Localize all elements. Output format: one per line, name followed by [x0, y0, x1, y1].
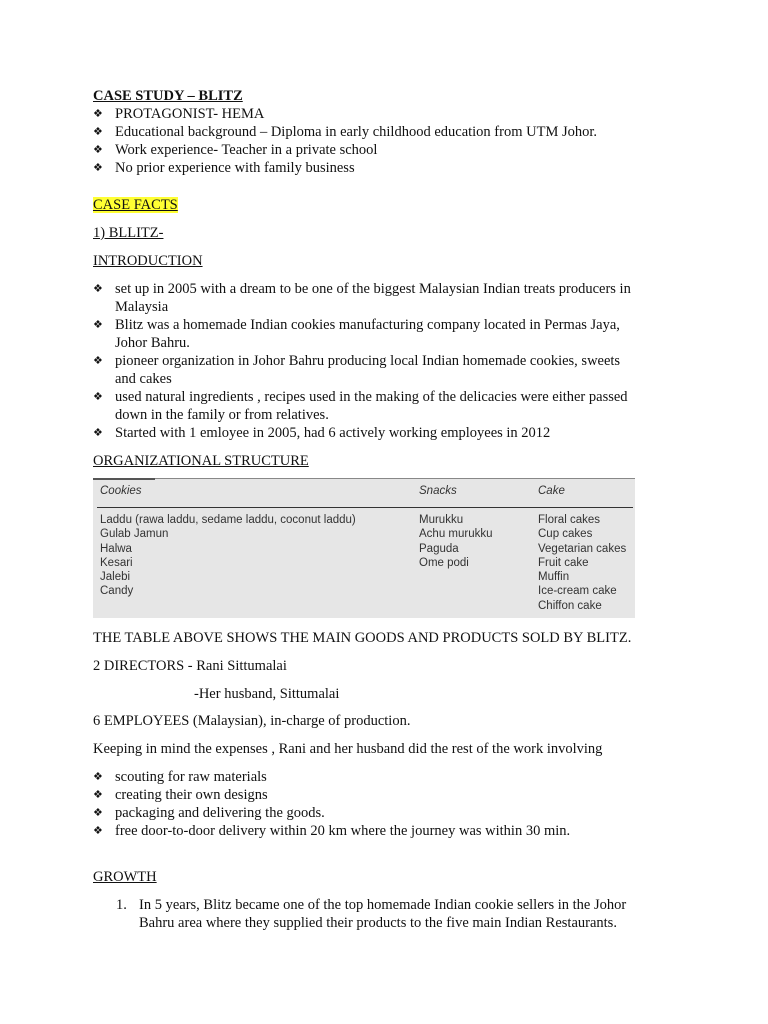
list-item: set up in 2005 with a dream to be one of the biggest Malaysian Indian treats producers in	[115, 281, 631, 297]
bullet-icon: ❖	[93, 825, 103, 837]
bullet-icon: ❖	[93, 355, 103, 367]
list-item: Started with 1 emloyee in 2005, had 6 actively working employees in 2012	[115, 425, 551, 441]
table-cell: Vegetarian cakes	[538, 542, 627, 555]
table-cell: Candy	[100, 585, 134, 598]
bullet-icon: ❖	[93, 126, 103, 138]
bullet-icon: ❖	[93, 807, 103, 819]
bullet-icon: ❖	[93, 789, 103, 801]
list-item-continued: down in the family or from relatives.	[115, 407, 329, 423]
table-cell: Laddu (rawa laddu, sedame laddu, coconut laddu)	[100, 514, 356, 526]
list-item: pioneer organization in Johor Bahru producing local Indian homemade cookies, sweets	[115, 353, 621, 369]
case-facts-heading	[93, 196, 178, 214]
cookies-column	[100, 513, 356, 599]
table-cell: Gulab Jamun	[100, 528, 169, 541]
org-structure-heading: ORGANIZATIONAL STRUCTURE	[93, 453, 309, 469]
list-item: used natural ingredients , recipes used in the making of the delicacies were either passed	[115, 389, 628, 405]
bullet-icon: ❖	[93, 319, 103, 331]
table-cell: Floral cakes	[538, 514, 600, 526]
table-header-snacks: Snacks	[419, 485, 457, 497]
list-item-continued: Johor Bahru.	[115, 335, 190, 351]
employees-line: 6 EMPLOYEES (Malaysian), in-charge of production.	[93, 713, 411, 729]
bullet-icon: ❖	[93, 108, 103, 120]
expenses-line: Keeping in mind the expenses , Rani and her husband did the rest of the work involving	[93, 741, 603, 757]
list-item: creating their own designs	[115, 787, 268, 803]
bullet-icon: ❖	[93, 427, 103, 439]
case-study-title: CASE STUDY – BLITZ	[93, 88, 243, 104]
growth-item-number: 1.	[116, 897, 127, 913]
table-cell: Jalebi	[100, 571, 131, 584]
cake-column	[538, 513, 626, 613]
table-cell: Kesari	[100, 556, 133, 569]
list-item-continued: Malaysia	[115, 299, 169, 315]
list-item: packaging and delivering the goods.	[115, 805, 325, 821]
table-cell: Ome podi	[419, 556, 469, 569]
table-cell: Cup cakes	[538, 528, 593, 541]
list-item: No prior experience with family business	[115, 160, 355, 176]
table-cell: Halwa	[100, 542, 132, 555]
growth-item-line-continued: Bahru area where they supplied their products to the five main Indian Restaurants.	[139, 915, 617, 931]
table-cell: Ice-cream cake	[538, 585, 617, 598]
products-table	[93, 478, 635, 618]
snacks-column	[419, 513, 493, 570]
table-cell: Murukku	[419, 514, 464, 526]
table-cell: Achu murukku	[419, 528, 493, 541]
table-cell: Chiffon cake	[538, 599, 602, 612]
bullet-icon: ❖	[93, 144, 103, 156]
growth-heading: GROWTH	[93, 869, 157, 885]
husband-line: -Her husband, Sittumalai	[194, 686, 340, 702]
list-item: Educational background – Diploma in early childhood education from UTM Johor.	[115, 124, 598, 140]
table-header-cake: Cake	[538, 485, 565, 497]
table-top-accent	[93, 478, 155, 480]
table-header-cookies: Cookies	[100, 485, 142, 497]
table-cell: Muffin	[538, 571, 570, 584]
list-item: scouting for raw materials	[115, 769, 267, 785]
case-facts-highlight: CASE FACTS	[93, 197, 178, 213]
bullet-icon: ❖	[93, 391, 103, 403]
table-cell: Fruit cake	[538, 556, 589, 569]
bullet-icon: ❖	[93, 162, 103, 174]
list-item-continued: and cakes	[115, 371, 172, 387]
table-header-rule	[97, 507, 633, 508]
table-caption: THE TABLE ABOVE SHOWS THE MAIN GOODS AND PRODUCTS SOLD BY BLITZ.	[93, 630, 632, 646]
list-item: Blitz was a homemade Indian cookies manufacturing company located in Permas Jaya,	[115, 317, 620, 333]
growth-item-line: In 5 years, Blitz became one of the top homemade Indian cookie sellers in the Johor	[139, 897, 627, 913]
bullet-icon: ❖	[93, 771, 103, 783]
directors-line: 2 DIRECTORS - Rani Sittumalai	[93, 658, 287, 674]
list-item: Work experience- Teacher in a private school	[115, 142, 378, 158]
bullet-icon: ❖	[93, 283, 103, 295]
list-item: PROTAGONIST- HEMA	[115, 106, 265, 122]
introduction-heading: INTRODUCTION	[93, 253, 203, 269]
table-top-rule	[93, 478, 635, 479]
table-cell: Paguda	[419, 542, 459, 555]
blitz-heading: 1) BLLITZ-	[93, 225, 164, 241]
list-item: free door-to-door delivery within 20 km where the journey was within 30 min.	[115, 823, 571, 839]
